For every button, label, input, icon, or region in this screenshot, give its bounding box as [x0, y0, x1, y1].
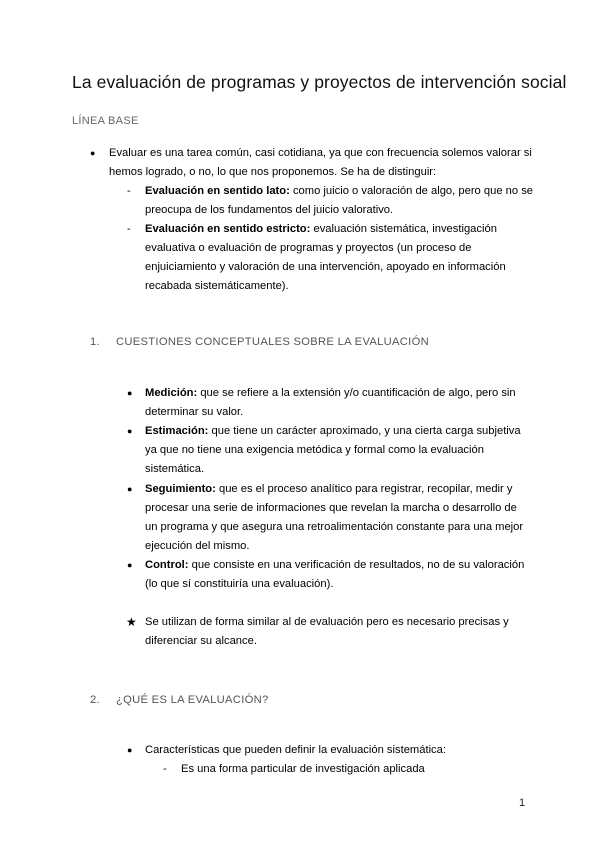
section-heading-1 [90, 336, 429, 348]
definition-medicion: que se refiere a la extensión y/o cuantificación de algo, pero sin determinar su valor. [145, 387, 516, 418]
page-title: La evaluación de programas y proyectos de intervención social [72, 72, 567, 92]
section-number: 1. [90, 336, 100, 348]
section2-subitem: Es una forma particular de investigación aplicada [181, 763, 425, 775]
term-estricto: Evaluación en sentido estricto: [145, 223, 311, 235]
definition-seguimiento: que es el proceso analítico para registrar, recopilar, medir y procesar una serie de informaciones que revelan la marcha o desarrollo de un programa y que asegura una retroalimentación constante para una mejor ejecución del mismo. [145, 483, 524, 552]
term-medicion: Medición: [145, 387, 198, 399]
dash-icon: - [163, 763, 167, 775]
definition-control: que consiste en una verificación de resultados, no de su valoración (lo que sí constituiría una evaluación). [145, 559, 525, 590]
list-item-estimacion [145, 422, 523, 479]
bullet-dot-icon: ● [127, 426, 133, 436]
term-estimacion: Estimación: [145, 425, 209, 437]
bullet-dot-icon: ● [127, 560, 133, 570]
section-heading-text: ¿QUÉ ES LA EVALUACIÓN? [116, 694, 269, 706]
dash-icon: - [127, 185, 131, 197]
bullet-dot-icon: ● [90, 148, 96, 158]
term-lato: Evaluación en sentido lato: [145, 185, 290, 197]
page-number: 1 [519, 797, 526, 809]
list-item-medicion [145, 384, 525, 422]
section-heading-text: CUESTIONES CONCEPTUALES SOBRE LA EVALUACIÓN [116, 336, 429, 348]
section-number: 2. [90, 694, 100, 706]
dash-icon: - [127, 223, 131, 235]
bullet-dot-icon: ● [127, 388, 133, 398]
section1-note: Se utilizan de forma similar al de evaluación pero es necesario precisas y diferenciar su alcance. [145, 616, 509, 647]
list-item-seguimiento [145, 480, 527, 556]
bullet-dot-icon: ● [127, 745, 133, 755]
term-control: Control: [145, 559, 189, 571]
list-item-estricto [145, 220, 520, 296]
list-item-control [145, 556, 527, 594]
section-subtitle: LÍNEA BASE [72, 115, 139, 127]
section-heading-2 [90, 694, 269, 706]
definition-lato: como juicio o valoración de algo, pero que no se preocupa de los fundamentos del juicio valorativo. [145, 185, 534, 216]
list-item-lato [145, 182, 535, 220]
intro-paragraph: Evaluar es una tarea común, casi cotidiana, ya que con frecuencia solemos valorar si hemos logrado, o no, lo que nos proponemos. Se ha de distinguir: [109, 147, 532, 178]
bullet-dot-icon: ● [127, 484, 133, 494]
definition-estimacion: que tiene un carácter aproximado, y una cierta carga subjetiva ya que no tiene una exigencia metódica y formal como la evaluación sistemática. [145, 425, 521, 475]
term-seguimiento: Seguimiento: [145, 483, 216, 495]
star-icon: ★ [126, 615, 137, 629]
section2-bullet: Características que pueden definir la evaluación sistemática: [145, 744, 446, 756]
definition-estricto: evaluación sistemática, investigación evaluativa o evaluación de programas y proyectos (un proceso de enjuiciamiento y valoración de una intervención, apoyado en información recabada sistemáticamente). [145, 223, 506, 292]
